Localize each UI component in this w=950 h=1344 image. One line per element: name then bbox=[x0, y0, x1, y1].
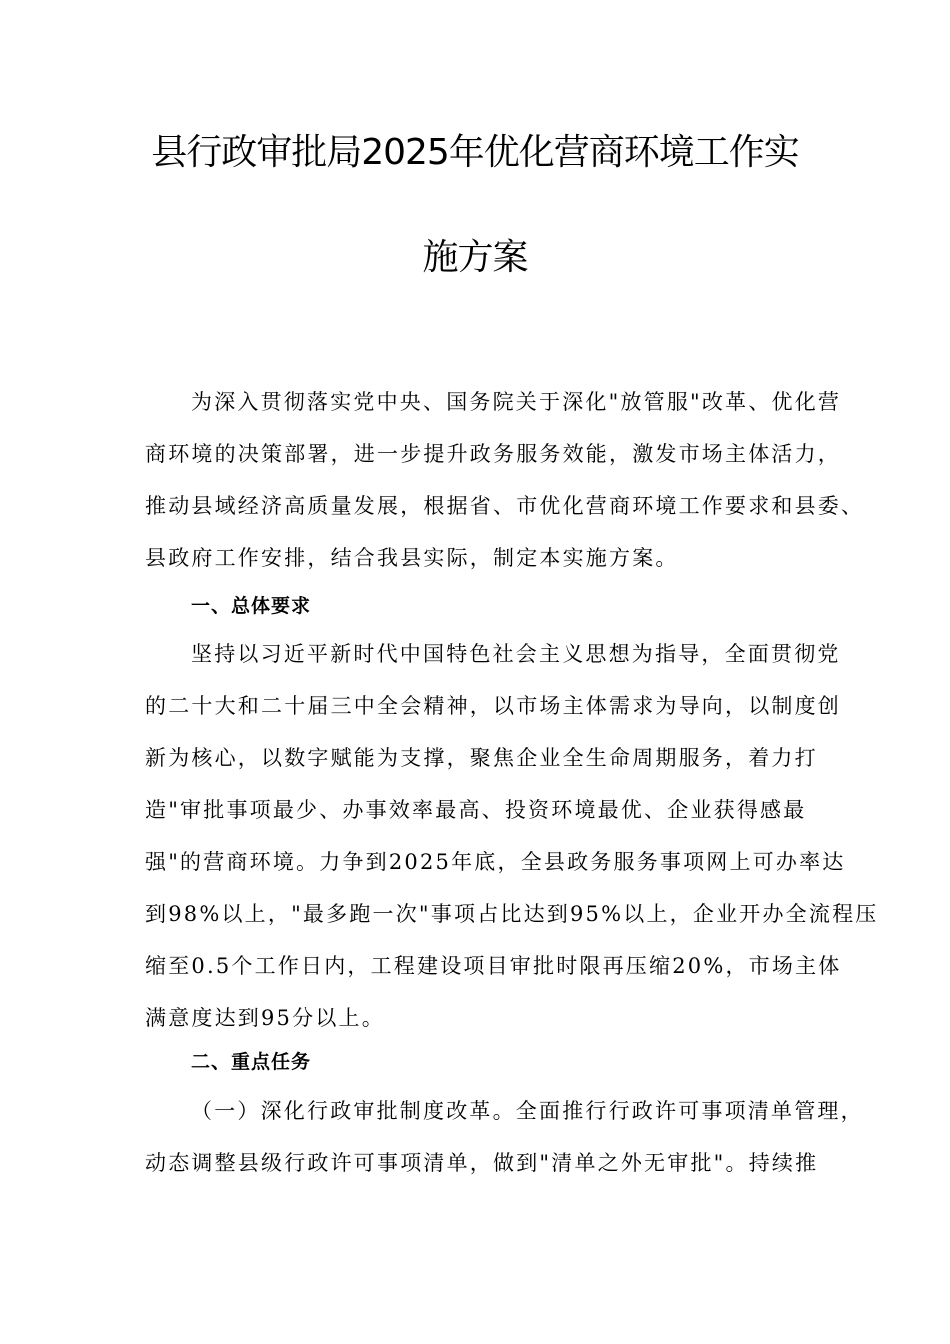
intro-paragraph-line: 推动县域经济高质量发展，根据省、市优化营商环境工作要求和县委、 bbox=[145, 494, 865, 518]
intro-paragraph-line: 为深入贯彻落实党中央、国务院关于深化"放管服"改革、优化营 bbox=[191, 390, 842, 414]
section1-paragraph-line: 满意度达到95分以上。 bbox=[145, 1006, 385, 1030]
section1-paragraph-line: 新为核心，以数字赋能为支撑，聚焦企业全生命周期服务，着力打 bbox=[145, 746, 818, 770]
section-heading-key-tasks: 二、重点任务 bbox=[191, 1051, 312, 1073]
intro-paragraph-line: 商环境的决策部署，进一步提升政务服务效能，激发市场主体活力， bbox=[145, 442, 841, 466]
section2-paragraph-line: （一）深化行政审批制度改革。全面推行行政许可事项清单管理， bbox=[191, 1099, 864, 1123]
section2-paragraph-line: 动态调整县级行政许可事项清单，做到"清单之外无审批"。持续推 bbox=[145, 1151, 819, 1175]
section1-paragraph-line: 到98%以上，"最多跑一次"事项占比达到95%以上，企业开办全流程压 bbox=[145, 902, 879, 926]
intro-paragraph-line: 县政府工作安排，结合我县实际，制定本实施方案。 bbox=[145, 546, 679, 570]
section1-paragraph-line: 缩至0.5个工作日内，工程建设项目审批时限再压缩20%，市场主体 bbox=[145, 954, 842, 978]
document-title-line-2: 施方案 bbox=[422, 237, 528, 278]
section1-paragraph-line: 的二十大和二十届三中全会精神，以市场主体需求为导向，以制度创 bbox=[145, 694, 841, 718]
section1-paragraph-line: 造"审批事项最少、办事效率最高、投资环境最优、企业获得感最 bbox=[145, 798, 807, 822]
document-title-line-1: 县行政审批局2025年优化营商环境工作实 bbox=[151, 132, 799, 173]
section1-paragraph-line: 坚持以习近平新时代中国特色社会主义思想为指导，全面贯彻党 bbox=[191, 642, 841, 666]
section1-paragraph-line: 强"的营商环境。力争到2025年底，全县政务服务事项网上可办率达 bbox=[145, 850, 846, 874]
section-heading-general-requirements: 一、总体要求 bbox=[191, 595, 312, 617]
